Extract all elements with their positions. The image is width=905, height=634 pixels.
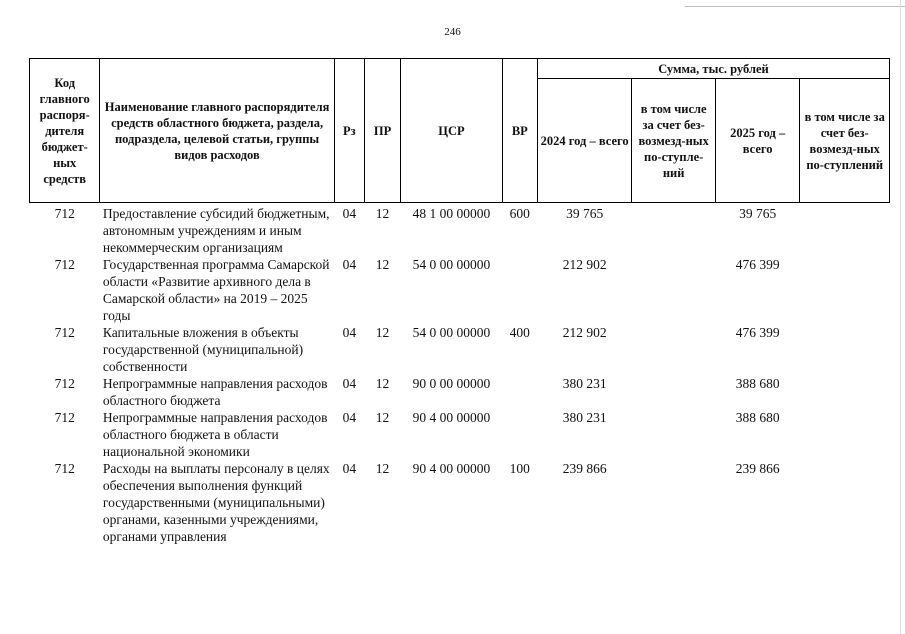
cell-rz: 04 — [342, 325, 357, 340]
cell-csr: 90 4 00 00000 — [412, 410, 491, 425]
cell-csr: 54 0 00 00000 — [412, 257, 491, 272]
table-row — [30, 256, 890, 324]
cell-2025-grants — [800, 324, 890, 375]
cell-vr: 600 — [509, 206, 530, 221]
cell-pr: 12 — [375, 376, 390, 391]
col-header-2024-grants: в том числе за счет без-возмезд-ных по-ступле-ний — [632, 79, 715, 203]
cell-rz: 04 — [342, 257, 357, 272]
cell-vr — [502, 375, 537, 409]
cell-pr: 12 — [375, 325, 390, 340]
col-header-code: Код главного распоря-дителя бюджет-ных средств — [30, 59, 100, 203]
cell-2024-total: 39 765 — [566, 206, 604, 221]
col-header-pr: ПР — [364, 59, 400, 203]
cell-name: Государственная программа Самарской области «Развитие архивного дела в Самарской области» на 2019 – 2025 годы — [102, 257, 330, 323]
cell-code: 712 — [54, 257, 75, 272]
cell-2025-grants — [800, 256, 890, 324]
page-number: 246 — [444, 26, 461, 38]
top-rule — [685, 6, 905, 7]
cell-2024-total: 212 902 — [562, 325, 607, 340]
table-row — [30, 460, 890, 545]
cell-vr: 400 — [509, 325, 530, 340]
cell-pr: 12 — [375, 461, 390, 476]
cell-code: 712 — [54, 206, 75, 221]
cell-2025-total: 39 765 — [739, 206, 777, 221]
cell-2024-grants — [632, 203, 715, 257]
col-header-rz: Рз — [334, 59, 364, 203]
col-header-2024-total: 2024 год – всего — [537, 79, 632, 203]
cell-2024-grants — [632, 409, 715, 460]
cell-vr — [502, 256, 537, 324]
cell-2024-total: 239 866 — [562, 461, 607, 476]
cell-2024-total: 380 231 — [562, 376, 607, 391]
cell-2025-total: 388 680 — [735, 410, 780, 425]
cell-2025-total: 476 399 — [735, 257, 780, 272]
cell-name: Капитальные вложения в объекты государственной (муниципальной) собственности — [102, 325, 304, 374]
table-row — [30, 203, 890, 257]
cell-rz: 04 — [342, 206, 357, 221]
budget-table — [29, 58, 890, 545]
cell-2025-grants — [800, 375, 890, 409]
cell-pr: 12 — [375, 410, 390, 425]
cell-name: Расходы на выплаты персоналу в целях обеспечения выполнения функций государственными (муниципальными) органами, казенными учреждениями, органами управления — [102, 461, 330, 544]
cell-csr: 90 0 00 00000 — [412, 376, 491, 391]
cell-name: Предоставление субсидий бюджетным, автономным учреждениям и иным некоммерческим организациям — [102, 206, 330, 255]
cell-2025-grants — [800, 460, 890, 545]
cell-2025-grants — [800, 203, 890, 257]
col-header-vr: ВР — [502, 59, 537, 203]
cell-name: Непрограммные направления расходов областного бюджета — [102, 376, 328, 408]
scan-edge-line — [900, 0, 901, 634]
cell-code: 712 — [54, 376, 75, 391]
cell-2025-grants — [800, 409, 890, 460]
cell-pr: 12 — [375, 257, 390, 272]
cell-vr: 100 — [509, 461, 530, 476]
col-header-2025-total: 2025 год – всего — [715, 79, 799, 203]
cell-rz: 04 — [342, 376, 357, 391]
cell-2024-total: 380 231 — [562, 410, 607, 425]
cell-2025-total: 476 399 — [735, 325, 780, 340]
cell-code: 712 — [54, 461, 75, 476]
cell-code: 712 — [54, 410, 75, 425]
col-header-csr: ЦСР — [401, 59, 503, 203]
table-row — [30, 409, 890, 460]
cell-csr: 90 4 00 00000 — [412, 461, 491, 476]
table-row — [30, 375, 890, 409]
cell-2024-grants — [632, 324, 715, 375]
col-header-sum-group: Сумма, тыс. рублей — [537, 59, 889, 79]
cell-name: Непрограммные направления расходов областного бюджета в области национальной экономики — [102, 410, 328, 459]
cell-vr — [502, 409, 537, 460]
cell-2025-total: 239 866 — [735, 461, 780, 476]
cell-csr: 48 1 00 00000 — [412, 206, 491, 221]
cell-csr: 54 0 00 00000 — [412, 325, 491, 340]
cell-2024-grants — [632, 256, 715, 324]
col-header-name: Наименование главного распорядителя средств областного бюджета, раздела, подраздела, целевой статьи, группы видов расходов — [100, 59, 334, 203]
cell-2024-total: 212 902 — [562, 257, 607, 272]
cell-rz: 04 — [342, 461, 357, 476]
cell-2024-grants — [632, 460, 715, 545]
cell-code: 712 — [54, 325, 75, 340]
cell-rz: 04 — [342, 410, 357, 425]
col-header-2025-grants: в том числе за счет без-возмезд-ных по-ступлений — [800, 79, 890, 203]
cell-2024-grants — [632, 375, 715, 409]
cell-2025-total: 388 680 — [735, 376, 780, 391]
table-row — [30, 324, 890, 375]
cell-pr: 12 — [375, 206, 390, 221]
